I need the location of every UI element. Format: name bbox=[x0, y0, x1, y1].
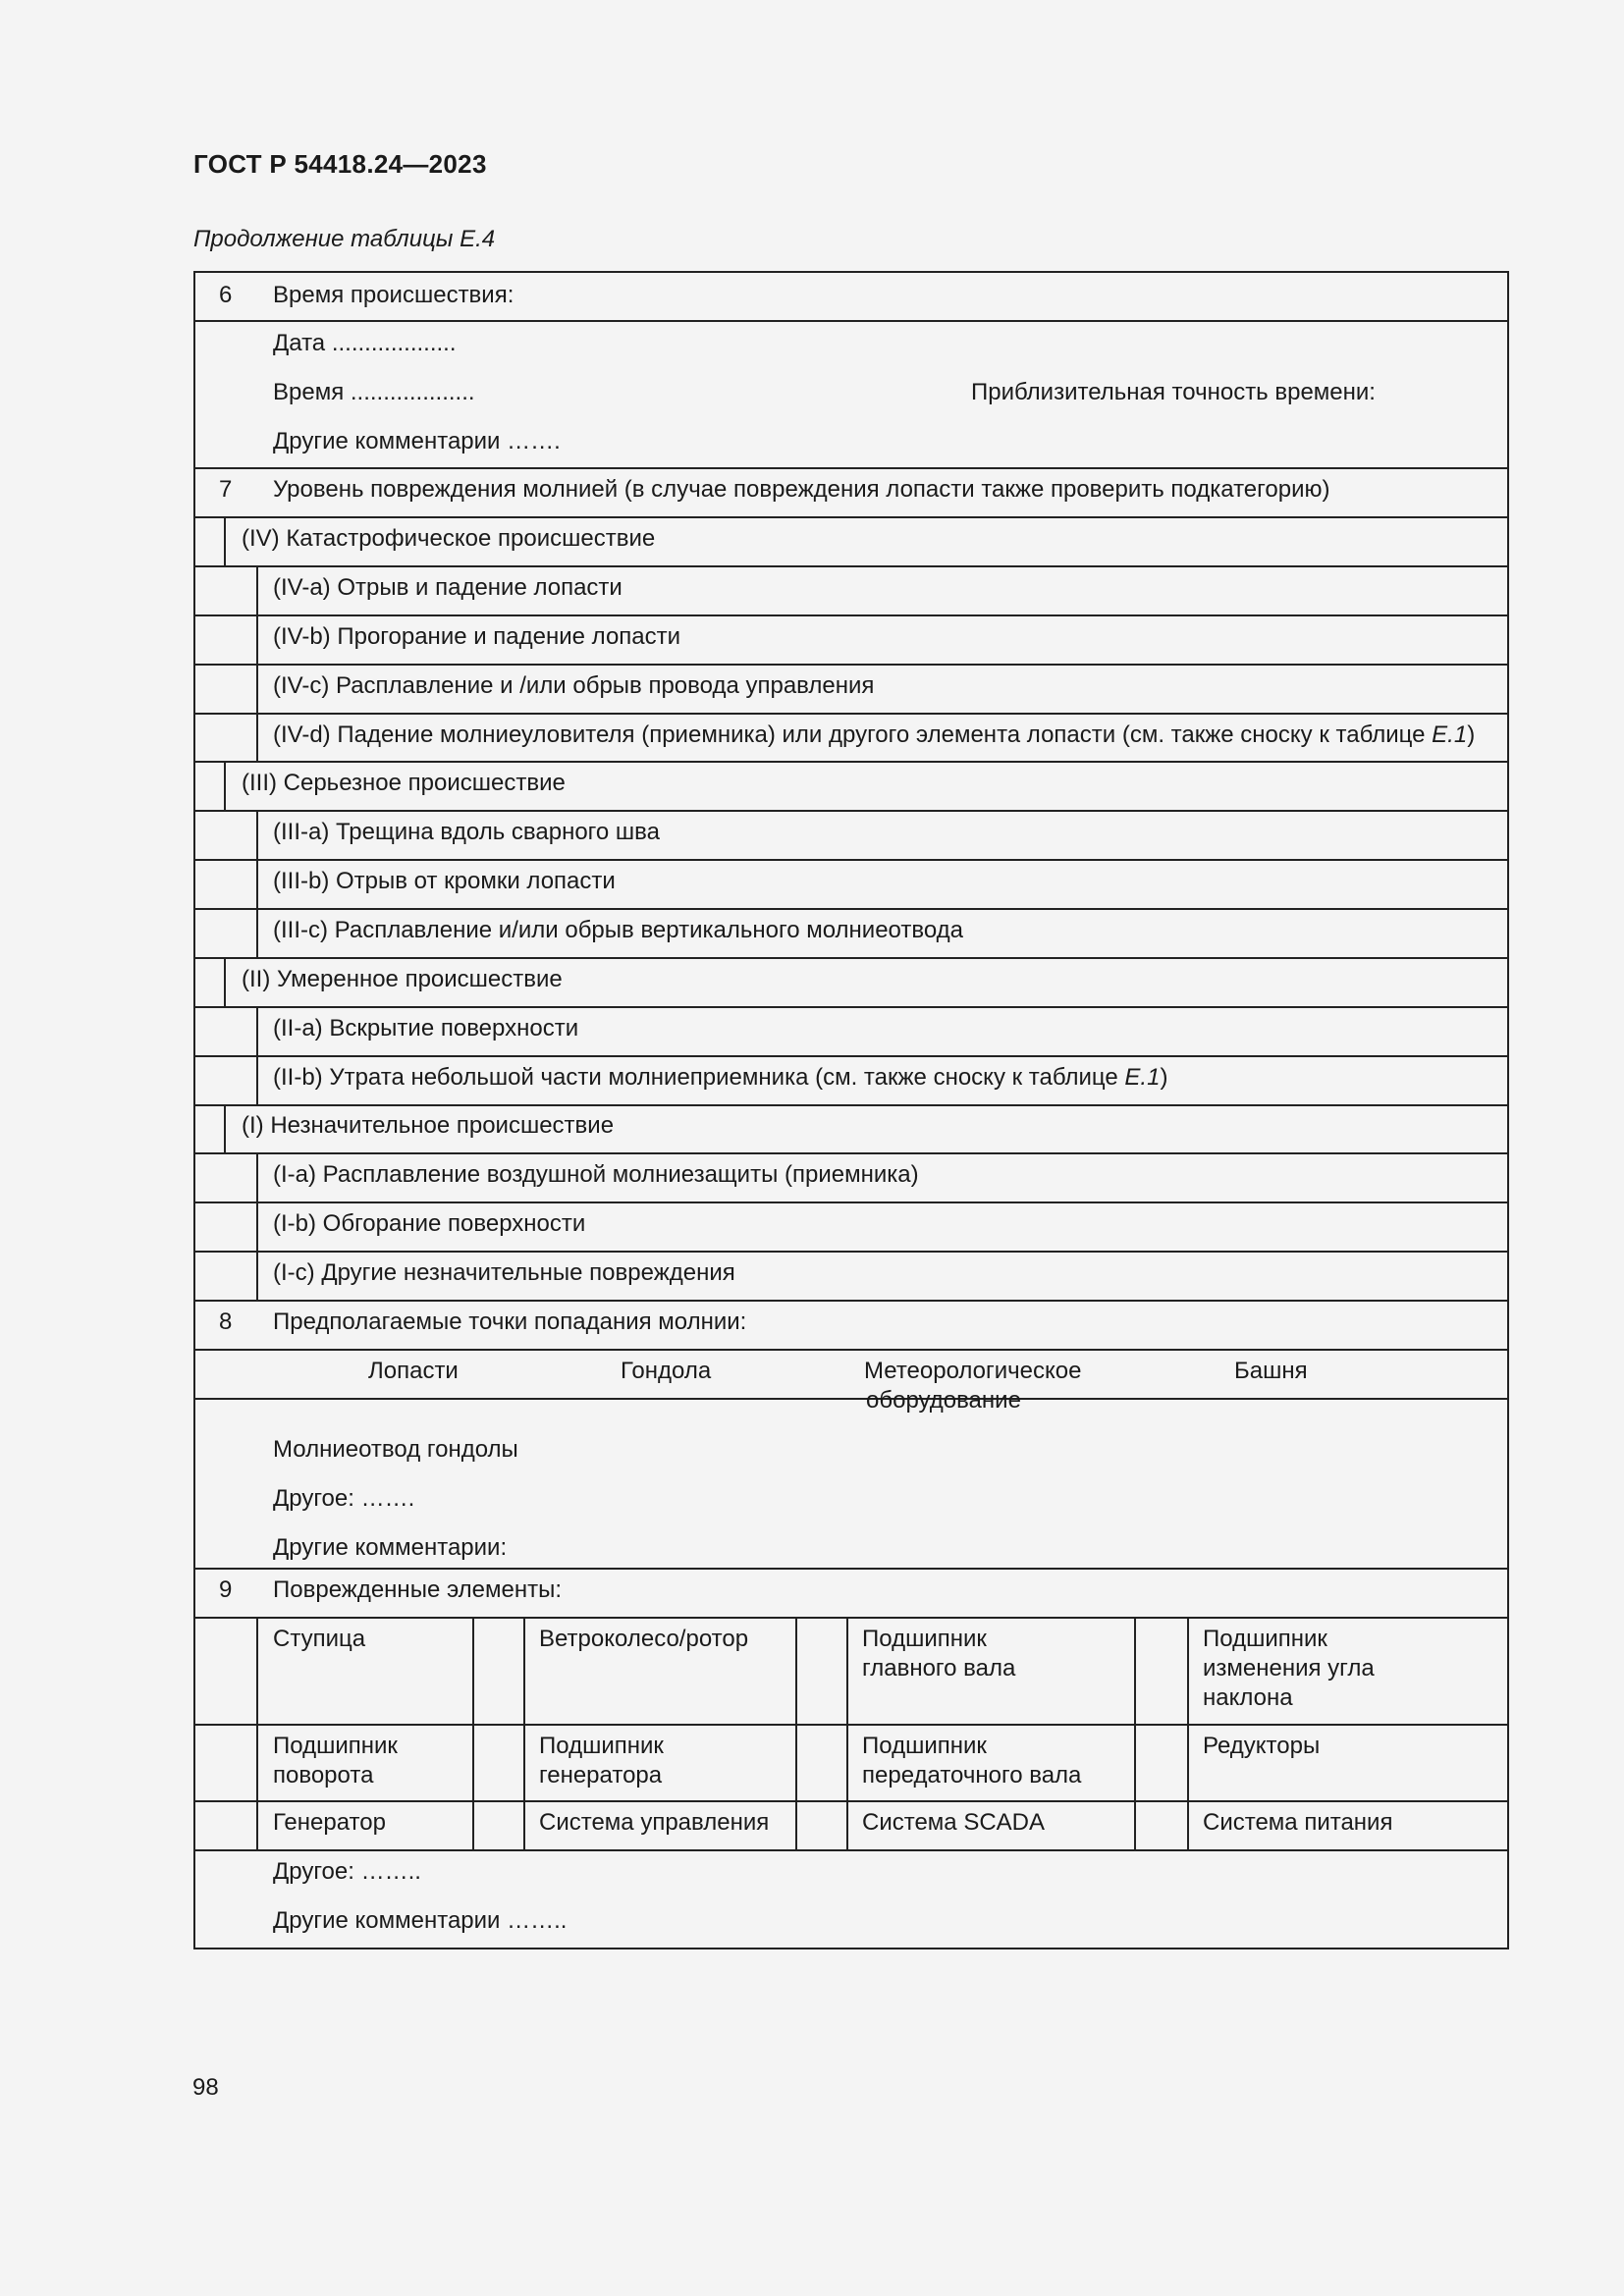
damage-option[interactable] bbox=[273, 721, 1475, 750]
grid-column-line bbox=[846, 1617, 848, 1849]
row-divider bbox=[195, 467, 1507, 469]
row-divider bbox=[195, 713, 1507, 715]
damage-option-text: ) bbox=[1160, 1064, 1168, 1091]
damage-option[interactable]: (IV-a) Отрыв и падение лопасти bbox=[273, 574, 623, 601]
component-pitch-bearing[interactable]: Подшипник изменения угла наклона bbox=[1203, 1626, 1375, 1711]
category-indent-line bbox=[224, 761, 226, 810]
section-title: Предполагаемые точки попадания молнии: bbox=[273, 1308, 747, 1335]
comments-field[interactable]: Другие комментарии: bbox=[273, 1534, 508, 1561]
row-divider bbox=[195, 614, 1507, 616]
row-divider bbox=[195, 1300, 1507, 1302]
damage-option[interactable]: (I-a) Расплавление воздушной молниезащиты (приемника) bbox=[273, 1161, 919, 1188]
component-generator-bearing[interactable]: Подшипник генератора bbox=[539, 1733, 664, 1789]
component-generator[interactable]: Генератор bbox=[273, 1809, 386, 1836]
incident-form-table bbox=[193, 271, 1509, 1949]
row-divider bbox=[195, 859, 1507, 861]
strike-point-blades[interactable]: Лопасти bbox=[368, 1358, 459, 1384]
damage-option[interactable]: (IV-c) Расплавление и /или обрыв провода управления bbox=[273, 672, 875, 699]
row-divider bbox=[195, 1006, 1507, 1008]
other-field[interactable]: Другое: ……. bbox=[273, 1485, 415, 1512]
time-field[interactable]: Время ................... bbox=[273, 379, 475, 405]
component-gearboxes[interactable]: Редукторы bbox=[1203, 1733, 1321, 1759]
row-divider bbox=[195, 957, 1507, 959]
section-title: Поврежденные элементы: bbox=[273, 1576, 563, 1603]
row-divider bbox=[195, 565, 1507, 567]
component-hub[interactable]: Ступица bbox=[273, 1626, 366, 1652]
row-divider bbox=[195, 761, 1507, 763]
subitem-column-line bbox=[256, 1152, 258, 1300]
damage-option-text: (II-b) Утрата небольшой части молниеприемника (см. также сноску к таблице bbox=[273, 1064, 1125, 1091]
table-continuation-caption: Продолжение таблицы Е.4 bbox=[193, 226, 496, 252]
grid-column-line bbox=[472, 1617, 474, 1849]
section-number: 7 bbox=[219, 476, 233, 503]
grid-column-line bbox=[1187, 1617, 1189, 1849]
damage-option-text: (IV-d) Падение молниеуловителя (приемника) или другого элемента лопасти (см. также сноску к таблице bbox=[273, 721, 1433, 748]
strike-point-nacelle-rod[interactable]: Молниеотвод гондолы bbox=[273, 1436, 518, 1463]
section-title: Уровень повреждения молнией (в случае повреждения лопасти также проверить подкатегорию) bbox=[273, 476, 1330, 503]
other-field[interactable]: Другое: …….. bbox=[273, 1858, 421, 1885]
table-reference: Е.1 bbox=[1124, 1064, 1161, 1091]
component-rotor[interactable]: Ветроколесо/ротор bbox=[539, 1626, 749, 1652]
comments-field[interactable]: Другие комментарии …….. bbox=[273, 1907, 568, 1934]
comments-field[interactable]: Другие комментарии ……. bbox=[273, 428, 561, 454]
damage-option[interactable]: (I-c) Другие незначительные повреждения bbox=[273, 1259, 735, 1286]
strike-point-nacelle[interactable]: Гондола bbox=[621, 1358, 712, 1384]
grid-column-line bbox=[1134, 1617, 1136, 1849]
category-indent-line bbox=[224, 516, 226, 565]
damage-option[interactable]: (III-a) Трещина вдоль сварного шва bbox=[273, 819, 661, 845]
category-label: (I) Незначительное происшествие bbox=[242, 1112, 615, 1139]
damage-option[interactable]: (III-c) Расплавление и/или обрыв вертикального молниеотвода bbox=[273, 917, 964, 943]
document-title: ГОСТ Р 54418.24—2023 bbox=[193, 149, 487, 179]
component-control-system[interactable]: Система управления bbox=[539, 1809, 770, 1836]
damage-option[interactable]: (III-b) Отрыв от кромки лопасти bbox=[273, 868, 616, 894]
row-divider bbox=[195, 1800, 1507, 1802]
grid-column-line bbox=[795, 1617, 797, 1849]
category-label: (II) Умеренное происшествие bbox=[242, 966, 563, 992]
row-divider bbox=[195, 1055, 1507, 1057]
strike-point-tower[interactable]: Башня bbox=[1234, 1358, 1308, 1384]
category-label: (IV) Катастрофическое происшествие bbox=[242, 525, 656, 552]
section-number: 8 bbox=[219, 1308, 233, 1335]
row-divider bbox=[195, 1398, 1507, 1400]
component-yaw-bearing[interactable]: Подшипник поворота bbox=[273, 1733, 398, 1789]
row-divider bbox=[195, 1152, 1507, 1154]
damage-option[interactable]: (IV-b) Прогорание и падение лопасти bbox=[273, 623, 681, 650]
date-field[interactable]: Дата ................... bbox=[273, 330, 457, 356]
component-transmission-shaft-bearing[interactable]: Подшипник передаточного вала bbox=[862, 1733, 1082, 1789]
subitem-column-line bbox=[256, 565, 258, 761]
row-divider bbox=[195, 1349, 1507, 1351]
time-accuracy-field[interactable]: Приблизительная точность времени: bbox=[971, 379, 1376, 405]
section-number: 9 bbox=[219, 1576, 233, 1603]
grid-column-line bbox=[256, 1617, 258, 1849]
component-power-system[interactable]: Система питания bbox=[1203, 1809, 1393, 1836]
strike-point-meteo-line2[interactable]: оборудование bbox=[866, 1387, 1021, 1414]
component-main-shaft-bearing[interactable]: Подшипник главного вала bbox=[862, 1626, 1016, 1682]
row-divider bbox=[195, 1568, 1507, 1570]
row-divider bbox=[195, 908, 1507, 910]
row-divider bbox=[195, 1201, 1507, 1203]
row-divider bbox=[195, 664, 1507, 666]
row-divider bbox=[195, 1724, 1507, 1726]
subitem-column-line bbox=[256, 1006, 258, 1104]
section-number: 6 bbox=[219, 282, 233, 308]
subitem-column-line bbox=[256, 810, 258, 957]
row-divider bbox=[195, 810, 1507, 812]
category-indent-line bbox=[224, 1104, 226, 1152]
damage-option[interactable] bbox=[273, 1063, 1167, 1093]
category-label: (III) Серьезное происшествие bbox=[242, 770, 566, 796]
strike-point-meteo-line1[interactable]: Метеорологическое bbox=[864, 1358, 1082, 1384]
component-scada[interactable]: Система SCADA bbox=[862, 1809, 1046, 1836]
damage-option-text: ) bbox=[1467, 721, 1476, 748]
row-divider bbox=[195, 1104, 1507, 1106]
section-title: Время происшествия: bbox=[273, 282, 514, 308]
table-reference: Е.1 bbox=[1432, 721, 1468, 748]
category-indent-line bbox=[224, 957, 226, 1006]
row-divider bbox=[195, 516, 1507, 518]
row-divider bbox=[195, 320, 1507, 322]
grid-column-line bbox=[523, 1617, 525, 1849]
page-number: 98 bbox=[192, 2074, 219, 2101]
damage-option[interactable]: (II-a) Вскрытие поверхности bbox=[273, 1015, 579, 1041]
row-divider bbox=[195, 1849, 1507, 1851]
row-divider bbox=[195, 1251, 1507, 1253]
damage-option[interactable]: (I-b) Обгорание поверхности bbox=[273, 1210, 586, 1237]
row-divider bbox=[195, 1617, 1507, 1619]
